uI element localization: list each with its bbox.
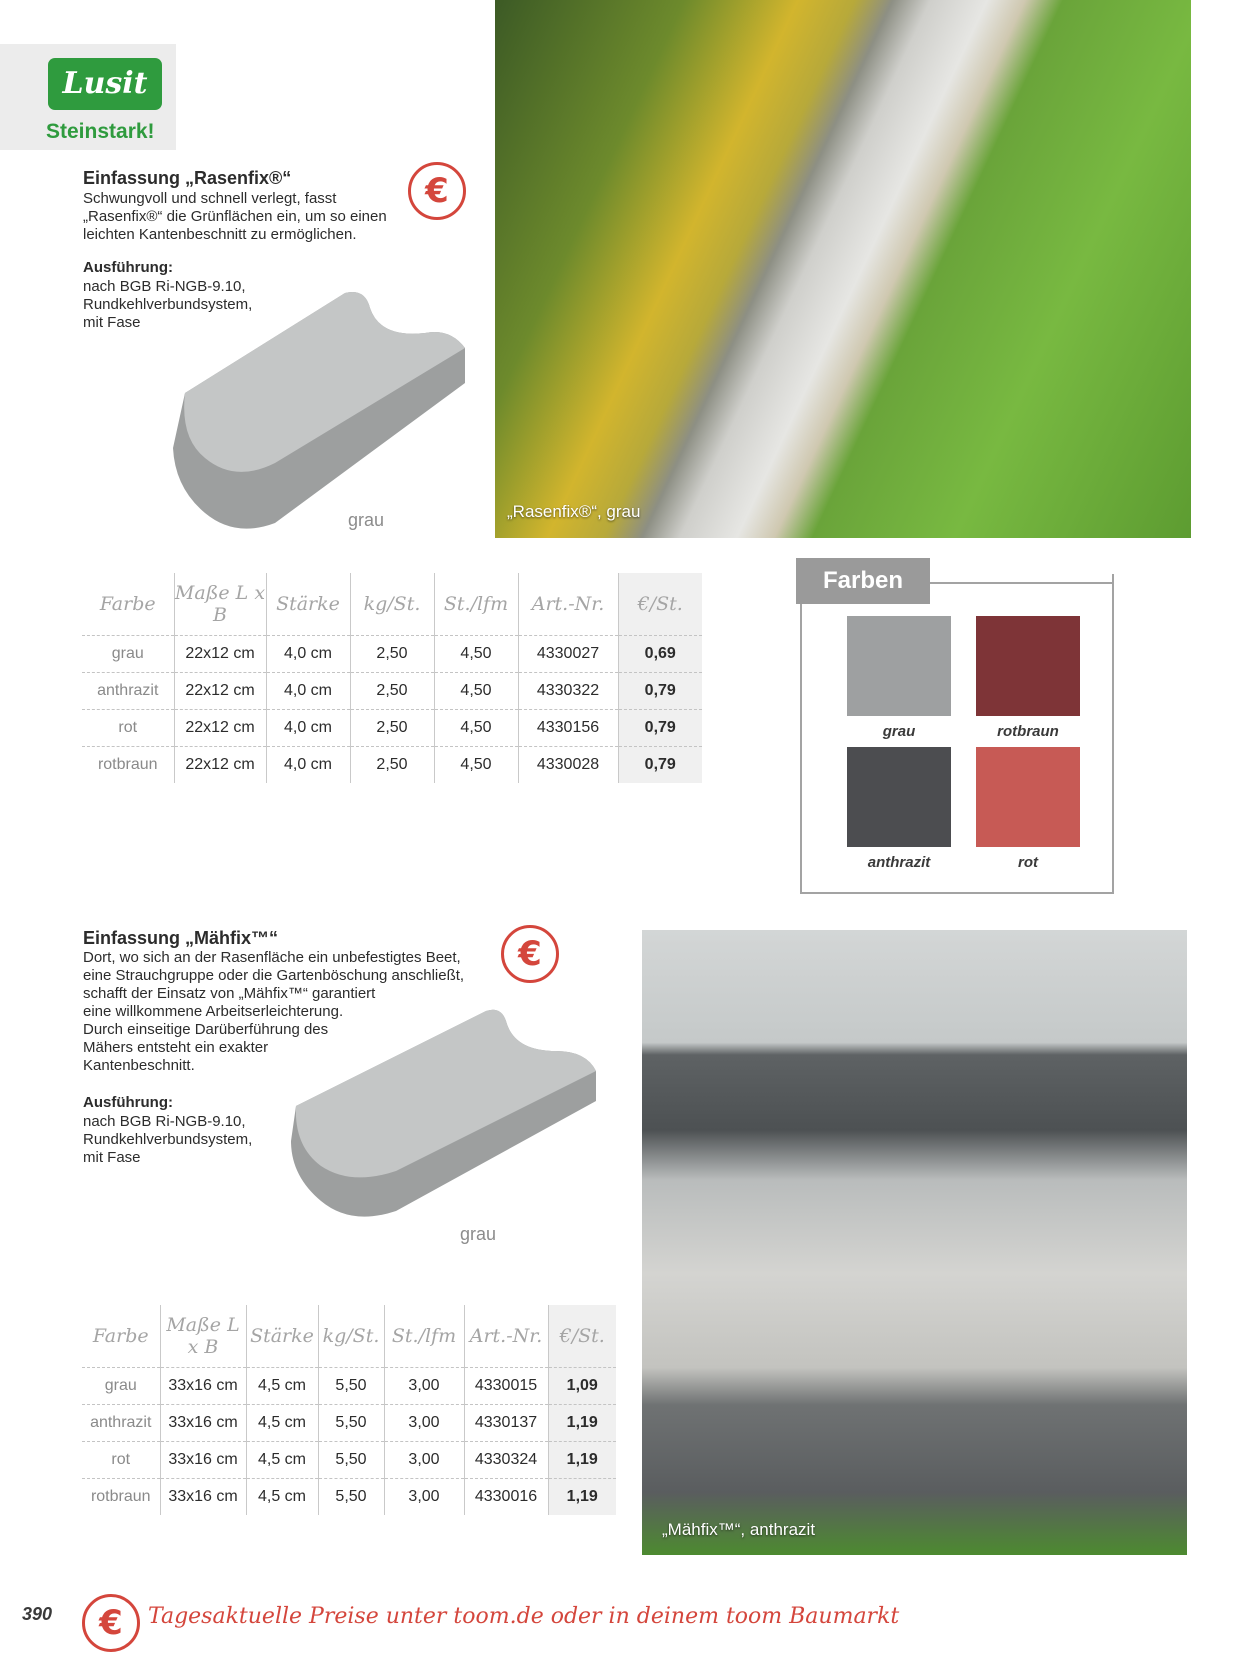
price-cell: 0,79 <box>618 746 702 783</box>
table-cell: 4330016 <box>464 1478 548 1515</box>
swatch-label: rot <box>1018 854 1038 871</box>
swatch-label: grau <box>882 723 916 740</box>
header-cell: kg/St. <box>318 1305 384 1367</box>
table-cell: 33x16 cm <box>160 1478 246 1515</box>
table-cell: 22x12 cm <box>174 672 266 709</box>
table-cell: 4,0 cm <box>266 672 350 709</box>
table-cell: 4,50 <box>434 635 518 672</box>
price-cell: 0,79 <box>618 672 702 709</box>
table-cell: rotbraun <box>82 746 174 783</box>
table-cell: 4330137 <box>464 1404 548 1441</box>
header-cell: Maße L x B <box>160 1305 246 1367</box>
table-header-row <box>82 1305 616 1367</box>
table-cell: 2,50 <box>350 709 434 746</box>
table-cell: 22x12 cm <box>174 635 266 672</box>
header-cell: kg/St. <box>350 573 434 635</box>
rasenfix-photo-caption: „Rasenfix®“, grau <box>507 502 641 521</box>
swatch-rot <box>976 747 1080 847</box>
table-cell: 5,50 <box>318 1367 384 1404</box>
table-cell: rot <box>82 1441 160 1478</box>
table-cell: 4330156 <box>518 709 618 746</box>
table-row <box>82 1367 616 1404</box>
rasenfix-description: Schwungvoll und schnell verlegt, fasst „Rasenfix®“ die Grünflächen ein, um so einen leichten Kantenbeschnitt zu ermöglichen. <box>83 190 387 243</box>
maehfix-ausfuehrung: nach BGB Ri-NGB-9.10, Rundkehlverbundsystem, mit Fase <box>83 1113 253 1166</box>
footer-price-note: Tagesaktuelle Preise unter toom.de oder in deinem toom Baumarkt <box>148 1604 900 1629</box>
price-cell: 1,19 <box>548 1478 616 1515</box>
table-cell: 4330322 <box>518 672 618 709</box>
header-cell: St./lfm <box>434 573 518 635</box>
header-cell: Maße L x B <box>174 573 266 635</box>
table-cell: 3,00 <box>384 1478 464 1515</box>
rasenfix-ausfuehrung: nach BGB Ri-NGB-9.10, Rundkehlverbundsystem, mit Fase <box>83 278 253 331</box>
header-cell: Farbe <box>99 592 156 615</box>
table-cell: rotbraun <box>82 1478 160 1515</box>
price-cell: 0,69 <box>618 635 702 672</box>
rasenfix-stone-caption: grau <box>348 510 385 530</box>
price-cell: 1,09 <box>548 1367 616 1404</box>
table-row <box>82 1404 616 1441</box>
table-cell: 4330027 <box>518 635 618 672</box>
table-cell: 3,00 <box>384 1441 464 1478</box>
table-cell: 5,50 <box>318 1478 384 1515</box>
header-cell: €/St. <box>618 573 702 635</box>
swatch-rotbraun <box>976 616 1080 716</box>
maehfix-description: Dort, wo sich an der Rasenfläche ein unbefestigtes Beet, eine Strauchgruppe oder die Gartenböschung anschließt, schafft der Einsatz von „Mähfix™“ garantiert eine willkommene Arbeitserleichterung. Durch einseitige Darüberführung des Mähers entsteht ein exakter Kantenbeschnitt. <box>83 949 465 1074</box>
table-cell: 4,5 cm <box>246 1441 318 1478</box>
maehfix-stone-caption: grau <box>460 1224 497 1244</box>
table-cell: 22x12 cm <box>174 746 266 783</box>
maehfix-photo-caption: „Mähfix™“, anthrazit <box>662 1520 816 1539</box>
table-cell: 4,5 cm <box>246 1367 318 1404</box>
farben-title: Farben <box>796 558 930 604</box>
table-cell: 4,50 <box>434 709 518 746</box>
rasenfix-heading: Einfassung „Rasenfix®“ <box>83 168 292 188</box>
maehfix-heading: Einfassung „Mähfix™“ <box>83 928 279 948</box>
maehfix-table <box>82 1305 616 1515</box>
table-cell: 22x12 cm <box>174 709 266 746</box>
swatch-grau <box>847 616 951 716</box>
table-cell: 4,50 <box>434 672 518 709</box>
rasenfix-table <box>82 573 702 783</box>
table-cell: 4,5 cm <box>246 1404 318 1441</box>
header-cell: Art.-Nr. <box>464 1305 548 1367</box>
euro-icon: € <box>501 925 559 983</box>
swatch-anthrazit <box>847 747 951 847</box>
table-cell: 5,50 <box>318 1441 384 1478</box>
rasenfix-photo <box>495 0 1191 538</box>
table-row <box>82 709 702 746</box>
header-cell: Stärke <box>266 573 350 635</box>
table-cell: 5,50 <box>318 1404 384 1441</box>
table-header-row <box>82 573 702 635</box>
rasenfix-ausfuehrung-label: Ausführung: <box>83 259 173 276</box>
table-cell: 4,0 cm <box>266 709 350 746</box>
header-cell: Stärke <box>246 1305 318 1367</box>
maehfix-ausfuehrung-label: Ausführung: <box>83 1094 173 1111</box>
price-cell: 0,79 <box>618 709 702 746</box>
table-cell: 4,0 cm <box>266 635 350 672</box>
table-cell: 2,50 <box>350 746 434 783</box>
brand-tagline: Steinstark! <box>46 120 155 143</box>
price-cell: 1,19 <box>548 1441 616 1478</box>
table-cell: anthrazit <box>82 672 174 709</box>
table-row <box>82 1441 616 1478</box>
swatch-label: rotbraun <box>997 723 1059 740</box>
euro-icon: € <box>408 162 466 220</box>
table-cell: 4,0 cm <box>266 746 350 783</box>
maehfix-photo <box>642 930 1187 1555</box>
table-cell: 33x16 cm <box>160 1441 246 1478</box>
table-cell: 33x16 cm <box>160 1367 246 1404</box>
table-cell: 4330324 <box>464 1441 548 1478</box>
swatch-label: anthrazit <box>867 854 931 871</box>
table-cell: grau <box>82 1367 160 1404</box>
rasenfix-stone-image <box>165 288 475 538</box>
header-cell: €/St. <box>548 1305 616 1367</box>
table-cell: rot <box>82 709 174 746</box>
table-cell: 2,50 <box>350 672 434 709</box>
table-cell: 4,50 <box>434 746 518 783</box>
maehfix-stone-image <box>286 1006 606 1226</box>
brand-logo: Lusit <box>48 58 162 110</box>
table-cell: 3,00 <box>384 1367 464 1404</box>
header-cell: Farbe <box>92 1324 149 1347</box>
table-cell: 3,00 <box>384 1404 464 1441</box>
table-row <box>82 746 702 783</box>
table-cell: anthrazit <box>82 1404 160 1441</box>
price-cell: 1,19 <box>548 1404 616 1441</box>
header-cell: Art.-Nr. <box>518 573 618 635</box>
table-cell: grau <box>82 635 174 672</box>
table-cell: 4330028 <box>518 746 618 783</box>
page-number: 390 <box>22 1604 53 1624</box>
table-cell: 4,5 cm <box>246 1478 318 1515</box>
header-cell: St./lfm <box>384 1305 464 1367</box>
table-row <box>82 635 702 672</box>
euro-icon: € <box>82 1594 140 1652</box>
table-row <box>82 1478 616 1515</box>
table-cell: 2,50 <box>350 635 434 672</box>
table-cell: 4330015 <box>464 1367 548 1404</box>
table-row <box>82 672 702 709</box>
table-cell: 33x16 cm <box>160 1404 246 1441</box>
